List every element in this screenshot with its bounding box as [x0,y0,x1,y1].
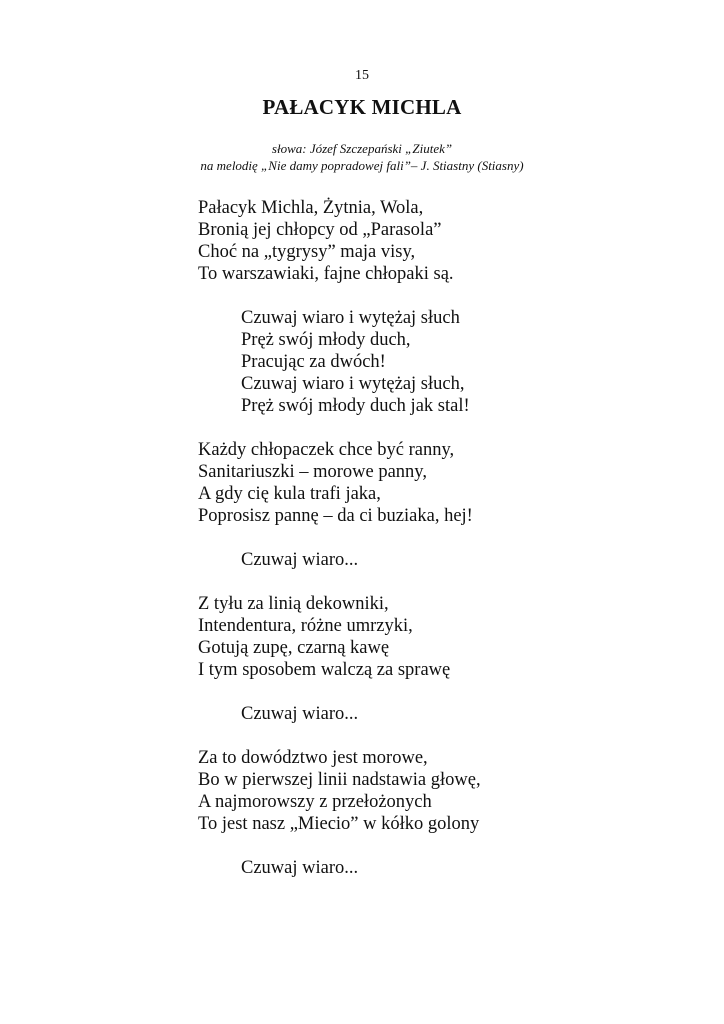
lyric-line: Bronią jej chłopcy od „Parasola” [198,220,442,240]
lyric-line: Czuwaj wiaro i wytężaj słuch, [241,374,465,394]
song-credits [0,140,724,174]
lyric-line: Poprosisz pannę – da ci buziaka, hej! [198,506,473,526]
verse-stanza [198,593,678,681]
lyric-line: Każdy chłopaczek chce być ranny, [198,440,455,460]
lyric-line: Pałacyk Michla, Żytnia, Wola, [198,198,424,218]
refrain-stanza [198,703,678,725]
lyric-line: Pręż swój młody duch, [241,330,411,350]
verse-stanza [198,197,678,285]
lyric-line: Czuwaj wiaro... [241,858,359,878]
lyric-line: A gdy cię kula trafi jaka, [198,484,381,504]
refrain-stanza [198,549,678,571]
lyric-line: I tym sposobem walczą za sprawę [198,660,451,680]
lyric-line: Za to dowództwo jest morowe, [198,748,428,768]
verse-stanza [198,439,678,527]
lyrics-body [198,197,678,901]
lyric-line: Z tyłu za linią dekowniki, [198,594,389,614]
lyric-line: Pracując za dwóch! [241,352,386,372]
lyric-line: To jest nasz „Miecio” w kółko golony [198,814,480,834]
page-number: 15 [355,68,369,83]
lyric-line: Gotują zupę, czarną kawę [198,638,390,658]
song-title: PAŁACYK MICHLA [262,95,462,119]
lyric-line: To warszawiaki, fajne chłopaki są. [198,264,454,284]
refrain-stanza [198,307,678,417]
lyric-line: Czuwaj wiaro... [241,704,359,724]
lyrics-author: słowa: Józef Szczepański „Ziutek” [271,141,453,156]
lyric-line: Sanitariuszki – morowe panny, [198,462,427,482]
refrain-stanza [198,857,678,879]
lyric-line: Intendentura, różne umrzyki, [198,616,413,636]
lyric-line: Czuwaj wiaro i wytężaj słuch [241,308,460,328]
lyric-line: A najmorowszy z przełożonych [198,792,432,812]
lyric-line: Czuwaj wiaro... [241,550,359,570]
melody-source: na melodię „Nie damy popradowej fali”– J. Stiastny (Stiasny) [200,158,524,173]
lyric-line: Bo w pierwszej linii nadstawia głowę, [198,770,481,790]
verse-stanza [198,747,678,835]
lyric-line: Choć na „tygrysy” maja visy, [198,242,416,262]
lyric-line: Pręż swój młody duch jak stal! [241,396,470,416]
